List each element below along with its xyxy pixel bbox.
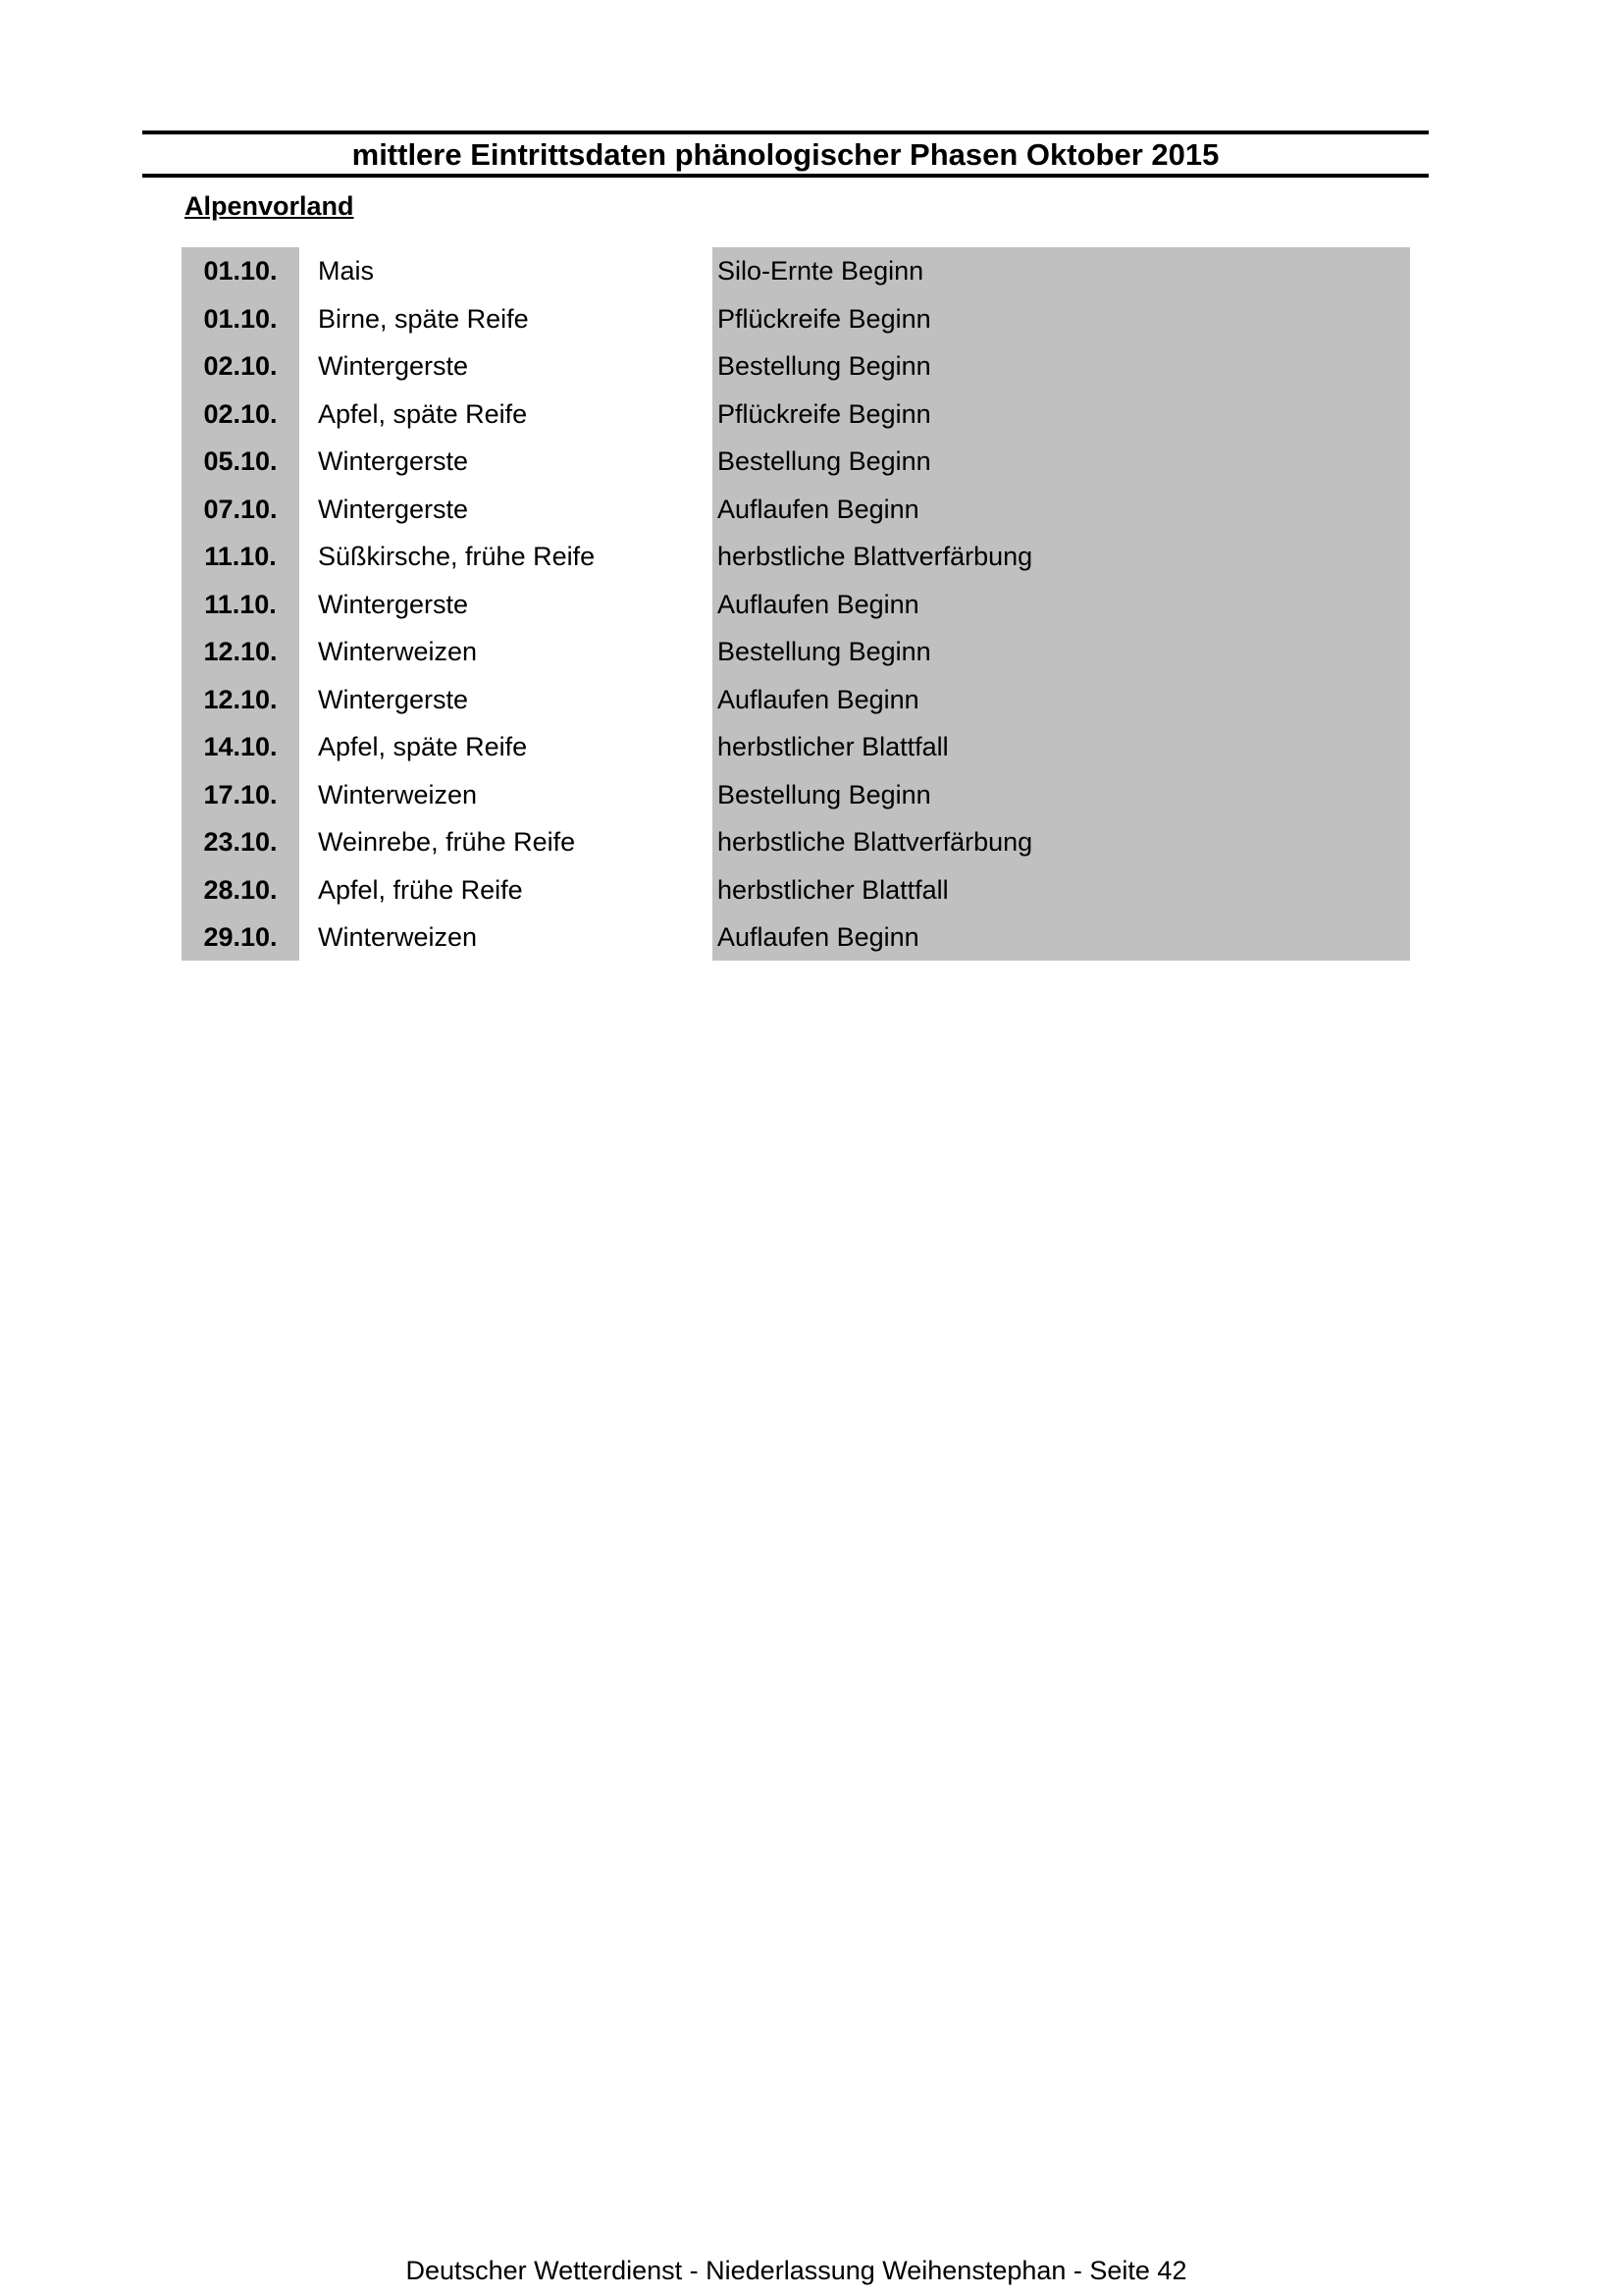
date-cell: 28.10. [203, 874, 278, 905]
plant-cell: Wintergerste [318, 589, 469, 619]
table-row [182, 636, 1410, 684]
footer-text: Deutscher Wetterdienst - Niederlassung Weihenstephan - Seite 42 [405, 2256, 1187, 2285]
table-row [182, 874, 1410, 922]
date-cell: 07.10. [203, 494, 278, 524]
phase-cell: Auflaufen Beginn [717, 589, 919, 619]
plant-cell: Wintergerste [318, 351, 469, 381]
table-row [182, 445, 1410, 494]
table-row [182, 921, 1410, 969]
plant-cell: Apfel, späte Reife [318, 398, 528, 429]
table-row [182, 684, 1410, 732]
phase-cell: Bestellung Beginn [717, 351, 931, 381]
phase-cell: herbstlicher Blattfall [717, 874, 949, 905]
table-row [182, 779, 1410, 827]
phase-cell: herbstliche Blattverfärbung [717, 542, 1033, 571]
date-cell: 11.10. [204, 589, 277, 619]
table-rows [182, 255, 1410, 969]
plant-cell: Winterweizen [318, 922, 478, 952]
table-row [182, 255, 1410, 303]
plant-cell: Wintergerste [318, 684, 469, 714]
phase-cell: Pflückreife Beginn [717, 398, 931, 429]
phase-cell: Pflückreife Beginn [717, 303, 931, 334]
date-cell: 12.10. [203, 637, 278, 666]
plant-cell: Wintergerste [318, 494, 469, 524]
phase-cell: Auflaufen Beginn [717, 922, 919, 952]
plant-cell: Mais [318, 256, 375, 286]
plant-cell: Apfel, späte Reife [318, 732, 528, 761]
date-cell: 02.10. [203, 398, 278, 429]
table-row [182, 494, 1410, 542]
plant-cell: Winterweizen [318, 637, 478, 666]
page-footer [0, 2255, 1622, 2286]
table-row [182, 303, 1410, 351]
table-row [182, 398, 1410, 446]
table-row [182, 826, 1410, 874]
phase-cell: herbstliche Blattverfärbung [717, 827, 1033, 857]
date-cell: 11.10. [204, 542, 277, 571]
date-cell: 01.10. [203, 256, 278, 286]
plant-cell: Weinrebe, frühe Reife [318, 827, 576, 857]
date-cell: 02.10. [203, 351, 278, 381]
table-row [182, 731, 1410, 779]
date-cell: 01.10. [203, 303, 278, 334]
phase-cell: Auflaufen Beginn [717, 494, 919, 524]
page-title: mittlere Eintrittsdaten phänologischer Phasen Oktober 2015 [351, 137, 1220, 172]
date-cell: 05.10. [203, 446, 278, 476]
date-cell: 29.10. [203, 922, 278, 952]
region-heading: Alpenvorland [184, 191, 354, 221]
phase-cell: Silo-Ernte Beginn [717, 256, 924, 286]
date-cell: 23.10. [203, 827, 278, 857]
phase-cell: Bestellung Beginn [717, 779, 931, 809]
plant-cell: Apfel, frühe Reife [318, 874, 523, 905]
phase-cell: Auflaufen Beginn [717, 684, 919, 714]
date-cell: 14.10. [203, 732, 278, 761]
table-row [182, 589, 1410, 637]
plant-cell: Süßkirsche, frühe Reife [318, 542, 596, 571]
plant-cell: Wintergerste [318, 446, 469, 476]
table-row [182, 350, 1410, 398]
date-cell: 17.10. [203, 779, 278, 809]
phase-cell: herbstlicher Blattfall [717, 732, 949, 761]
table-row [182, 541, 1410, 589]
plant-cell: Birne, späte Reife [318, 303, 529, 334]
plant-cell: Winterweizen [318, 779, 478, 809]
phase-cell: Bestellung Beginn [717, 637, 931, 666]
phase-cell: Bestellung Beginn [717, 446, 931, 476]
title-block [142, 130, 1429, 178]
date-cell: 12.10. [203, 684, 278, 714]
